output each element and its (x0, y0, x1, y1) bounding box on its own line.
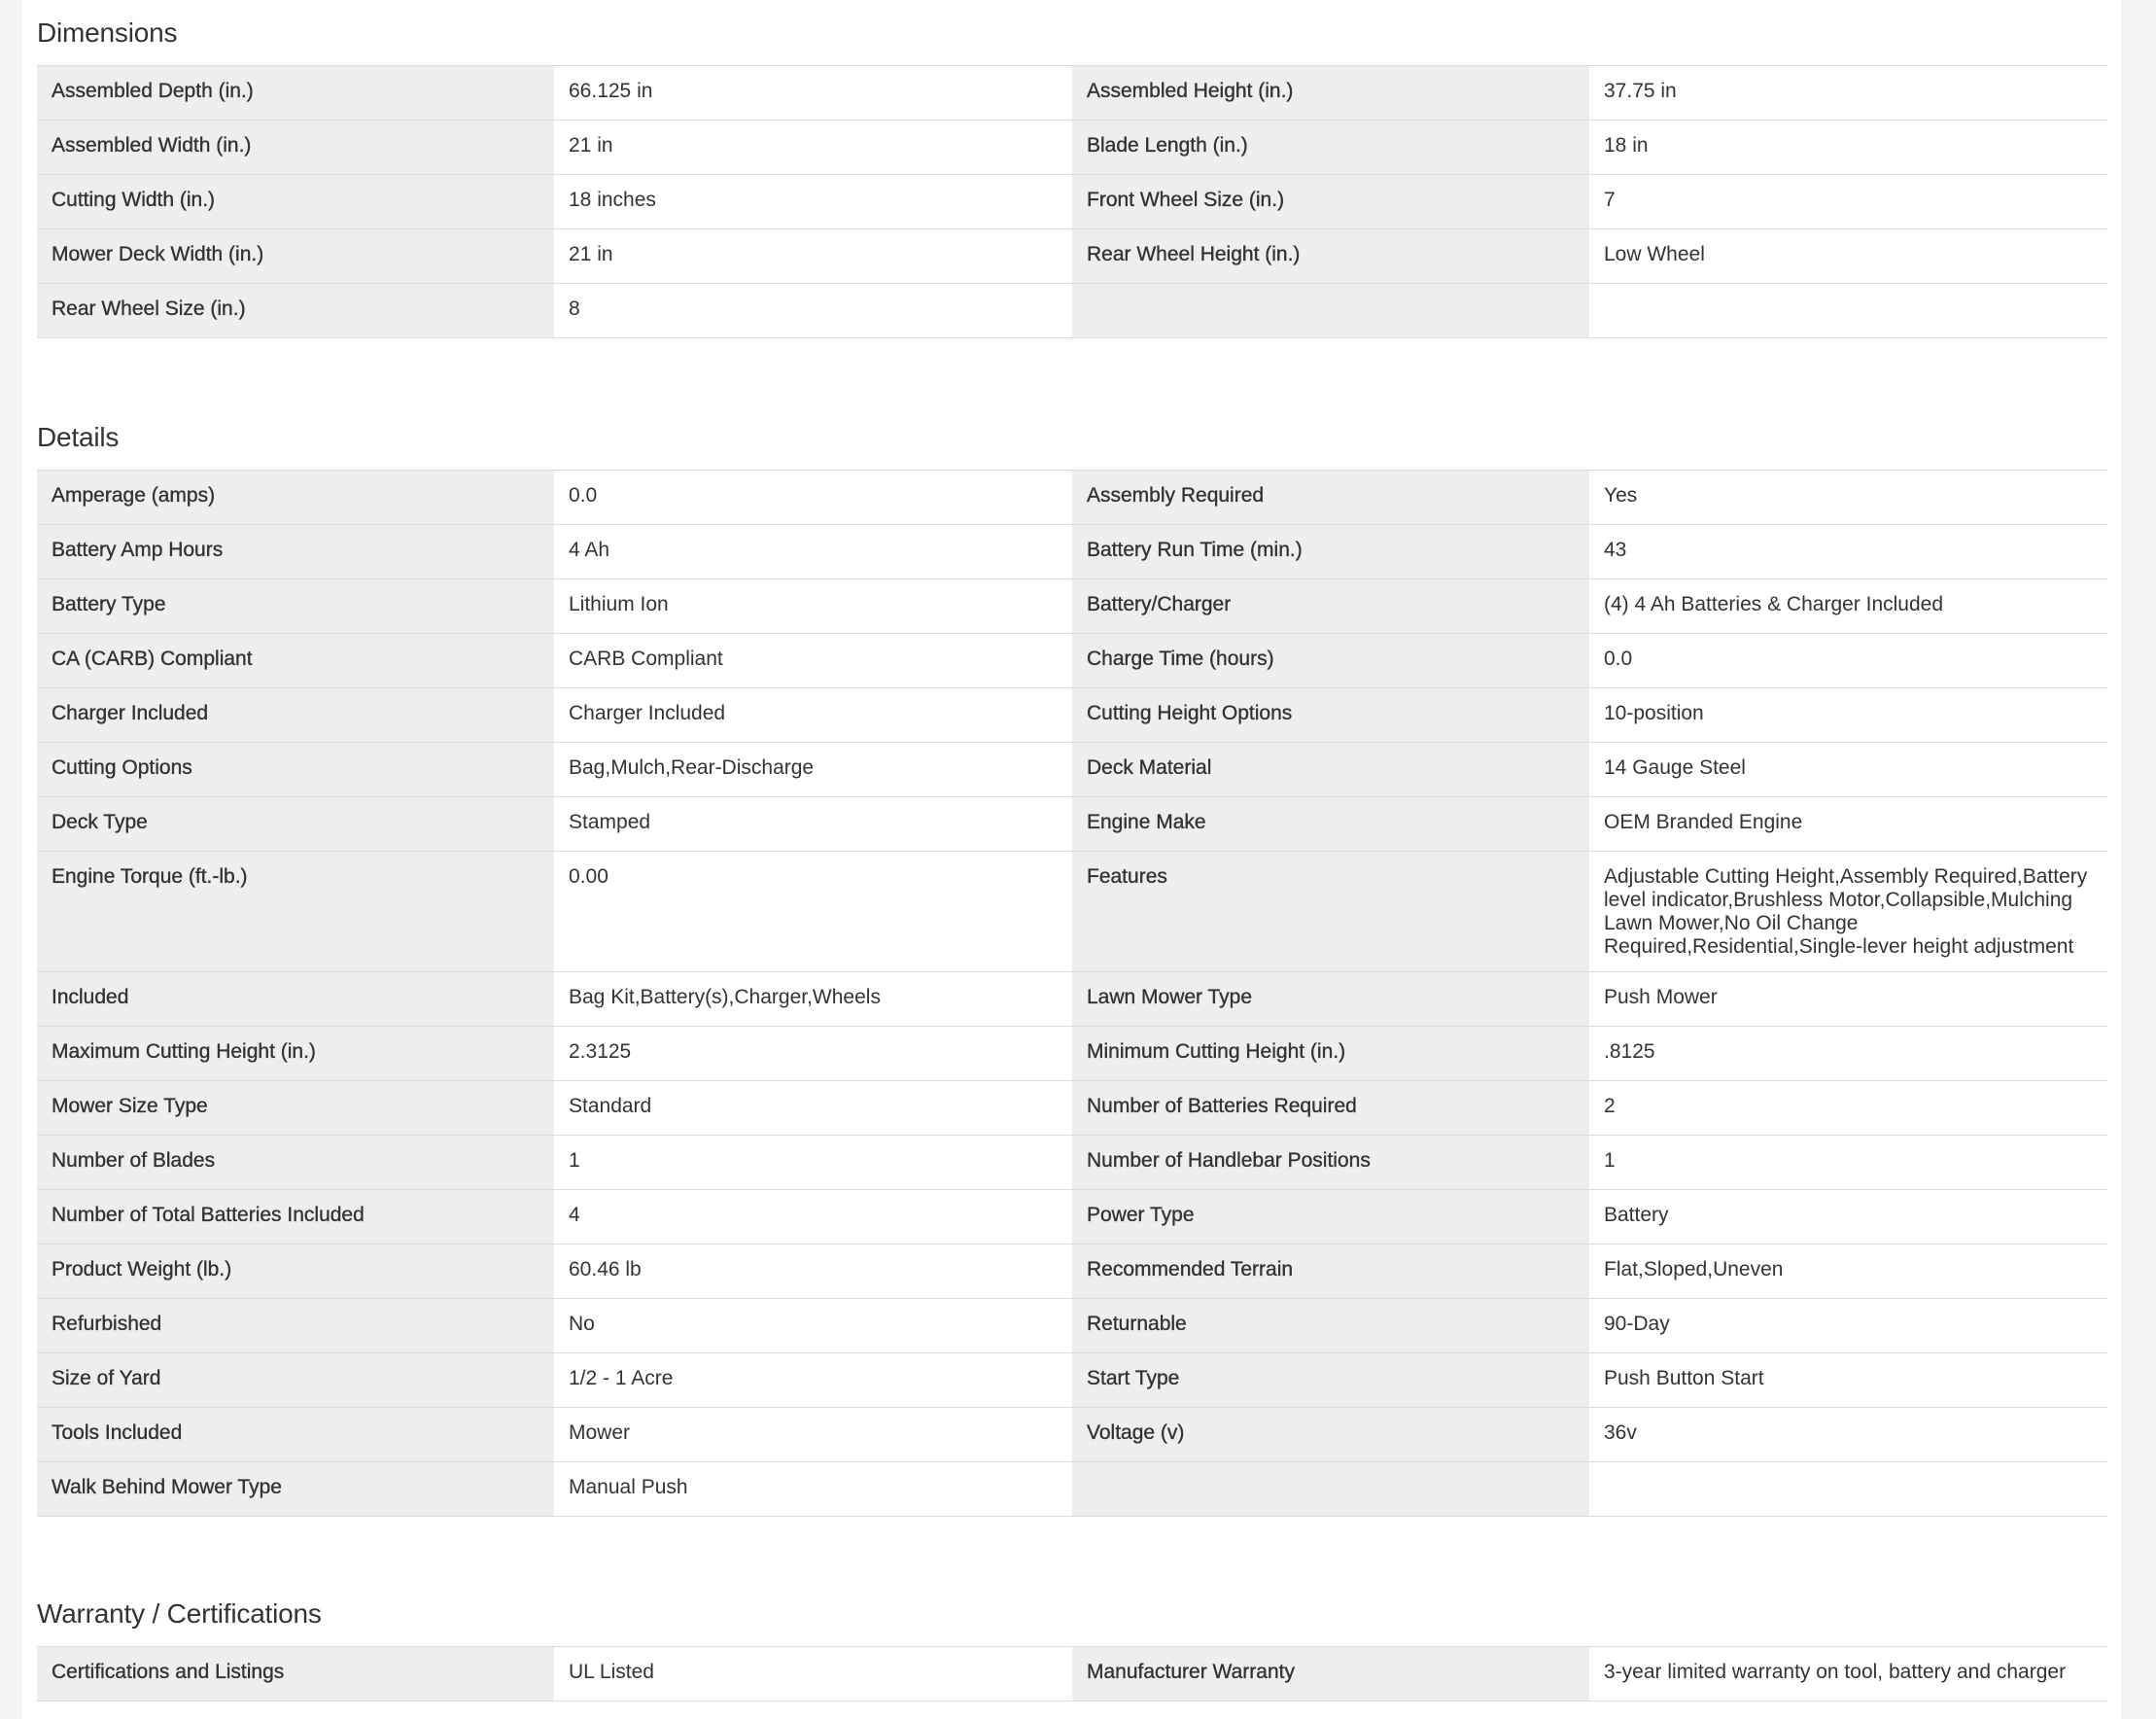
spec-row (37, 66, 2107, 121)
spec-row (37, 1408, 2107, 1462)
spec-value: 10-position (1589, 688, 2107, 742)
spec-label: Maximum Cutting Height (in.) (37, 1027, 554, 1080)
spec-row (37, 579, 2107, 634)
spec-value: (4) 4 Ah Batteries & Charger Included (1589, 579, 2107, 633)
spec-label: Features (1072, 852, 1589, 971)
spec-value: 4 Ah (554, 525, 1072, 579)
spec-row (37, 1462, 2107, 1517)
spec-label: Blade Length (in.) (1072, 121, 1589, 174)
spec-value: UL Listed (554, 1647, 1072, 1701)
spec-row (37, 284, 2107, 338)
spec-value: .8125 (1589, 1027, 2107, 1080)
details-table (37, 470, 2107, 1517)
spec-label: Battery Type (37, 579, 554, 633)
spec-label: Engine Torque (ft.-lb.) (37, 852, 554, 971)
spec-value: 0.00 (554, 852, 1072, 971)
spec-row (37, 1027, 2107, 1081)
spec-value: 43 (1589, 525, 2107, 579)
spec-value: Stamped (554, 797, 1072, 851)
specifications-panel (22, 0, 2121, 1719)
spec-label: Voltage (v) (1072, 1408, 1589, 1461)
spec-value: 37.75 in (1589, 66, 2107, 120)
spec-label: Minimum Cutting Height (in.) (1072, 1027, 1589, 1080)
spec-label: Charge Time (hours) (1072, 634, 1589, 687)
spec-value: 3-year limited warranty on tool, battery and charger (1589, 1647, 2107, 1701)
spec-value: 0.0 (554, 471, 1072, 524)
spec-label: Included (37, 972, 554, 1026)
spec-value: 66.125 in (554, 66, 1072, 120)
spec-label: Certifications and Listings (37, 1647, 554, 1701)
spec-label: Recommended Terrain (1072, 1245, 1589, 1298)
spec-label: Amperage (amps) (37, 471, 554, 524)
spec-label: Battery/Charger (1072, 579, 1589, 633)
spec-label: Assembly Required (1072, 471, 1589, 524)
section-title-warranty: Warranty / Certifications (37, 1598, 322, 1629)
dimensions-table (37, 65, 2107, 338)
spec-value: 0.0 (1589, 634, 2107, 687)
spec-value (1589, 1462, 2107, 1516)
spec-value: 36v (1589, 1408, 2107, 1461)
spec-label: Returnable (1072, 1299, 1589, 1352)
spec-label: Deck Type (37, 797, 554, 851)
spec-label: Size of Yard (37, 1353, 554, 1407)
spec-row (37, 471, 2107, 525)
spec-label: Lawn Mower Type (1072, 972, 1589, 1026)
spec-label: Product Weight (lb.) (37, 1245, 554, 1298)
spec-value: 8 (554, 284, 1072, 337)
spec-value: Flat,Sloped,Uneven (1589, 1245, 2107, 1298)
spec-label: Battery Amp Hours (37, 525, 554, 579)
spec-label: Rear Wheel Height (in.) (1072, 229, 1589, 283)
spec-row (37, 1245, 2107, 1299)
section-title-details: Details (37, 422, 120, 452)
spec-label (1072, 1462, 1589, 1516)
spec-row (37, 1647, 2107, 1701)
spec-value: Battery (1589, 1190, 2107, 1244)
spec-label: Power Type (1072, 1190, 1589, 1244)
spec-value: 14 Gauge Steel (1589, 743, 2107, 796)
spec-label: Deck Material (1072, 743, 1589, 796)
spec-value: Push Button Start (1589, 1353, 2107, 1407)
spec-value: 1/2 - 1 Acre (554, 1353, 1072, 1407)
spec-label: Rear Wheel Size (in.) (37, 284, 554, 337)
spec-row (37, 1190, 2107, 1245)
spec-row (37, 743, 2107, 797)
spec-row (37, 229, 2107, 284)
spec-value: 4 (554, 1190, 1072, 1244)
spec-value: CARB Compliant (554, 634, 1072, 687)
spec-label: Assembled Width (in.) (37, 121, 554, 174)
spec-row (37, 1081, 2107, 1136)
spec-value: 18 in (1589, 121, 2107, 174)
spec-value: 7 (1589, 175, 2107, 228)
spec-value: No (554, 1299, 1072, 1352)
spec-label: Refurbished (37, 1299, 554, 1352)
spec-value: 18 inches (554, 175, 1072, 228)
spec-value: 2.3125 (554, 1027, 1072, 1080)
spec-row (37, 797, 2107, 852)
spec-value: Charger Included (554, 688, 1072, 742)
spec-row (37, 175, 2107, 229)
spec-row (37, 121, 2107, 175)
spec-row (37, 972, 2107, 1027)
spec-row (37, 1136, 2107, 1190)
spec-label: Number of Batteries Required (1072, 1081, 1589, 1135)
spec-label: Number of Total Batteries Included (37, 1190, 554, 1244)
warranty-table (37, 1646, 2107, 1701)
spec-value: Yes (1589, 471, 2107, 524)
spec-label: Assembled Height (in.) (1072, 66, 1589, 120)
spec-value: Manual Push (554, 1462, 1072, 1516)
spec-value: Standard (554, 1081, 1072, 1135)
spec-value: Low Wheel (1589, 229, 2107, 283)
spec-row (37, 525, 2107, 579)
spec-label: Number of Blades (37, 1136, 554, 1189)
spec-label: Cutting Height Options (1072, 688, 1589, 742)
spec-label: CA (CARB) Compliant (37, 634, 554, 687)
spec-label: Engine Make (1072, 797, 1589, 851)
spec-label: Cutting Width (in.) (37, 175, 554, 228)
spec-label: Mower Deck Width (in.) (37, 229, 554, 283)
spec-label: Front Wheel Size (in.) (1072, 175, 1589, 228)
spec-label: Charger Included (37, 688, 554, 742)
spec-value: 1 (554, 1136, 1072, 1189)
spec-label: Number of Handlebar Positions (1072, 1136, 1589, 1189)
spec-label: Manufacturer Warranty (1072, 1647, 1589, 1701)
spec-label: Walk Behind Mower Type (37, 1462, 554, 1516)
section-title-dimensions: Dimensions (37, 18, 178, 48)
spec-value: Bag Kit,Battery(s),Charger,Wheels (554, 972, 1072, 1026)
spec-value: 2 (1589, 1081, 2107, 1135)
spec-value: 1 (1589, 1136, 2107, 1189)
spec-value: 90-Day (1589, 1299, 2107, 1352)
spec-value: Lithium Ion (554, 579, 1072, 633)
spec-value: OEM Branded Engine (1589, 797, 2107, 851)
spec-value: 60.46 lb (554, 1245, 1072, 1298)
spec-label: Start Type (1072, 1353, 1589, 1407)
spec-label: Mower Size Type (37, 1081, 554, 1135)
spec-label: Assembled Depth (in.) (37, 66, 554, 120)
spec-row (37, 852, 2107, 972)
spec-value: 21 in (554, 229, 1072, 283)
spec-row (37, 688, 2107, 743)
spec-value: Push Mower (1589, 972, 2107, 1026)
spec-row (37, 1353, 2107, 1408)
spec-label: Tools Included (37, 1408, 554, 1461)
spec-row (37, 1299, 2107, 1353)
spec-label: Battery Run Time (min.) (1072, 525, 1589, 579)
spec-value: Bag,Mulch,Rear-Discharge (554, 743, 1072, 796)
spec-value (1589, 284, 2107, 337)
spec-row (37, 634, 2107, 688)
spec-label: Cutting Options (37, 743, 554, 796)
spec-label (1072, 284, 1589, 337)
spec-value: Mower (554, 1408, 1072, 1461)
spec-value: Adjustable Cutting Height,Assembly Required,Battery level indicator,Brushless Motor,Collapsible,Mulching Lawn Mower,No Oil Change Required,Residential,Single-lever height adjustment (1589, 852, 2107, 971)
spec-value: 21 in (554, 121, 1072, 174)
